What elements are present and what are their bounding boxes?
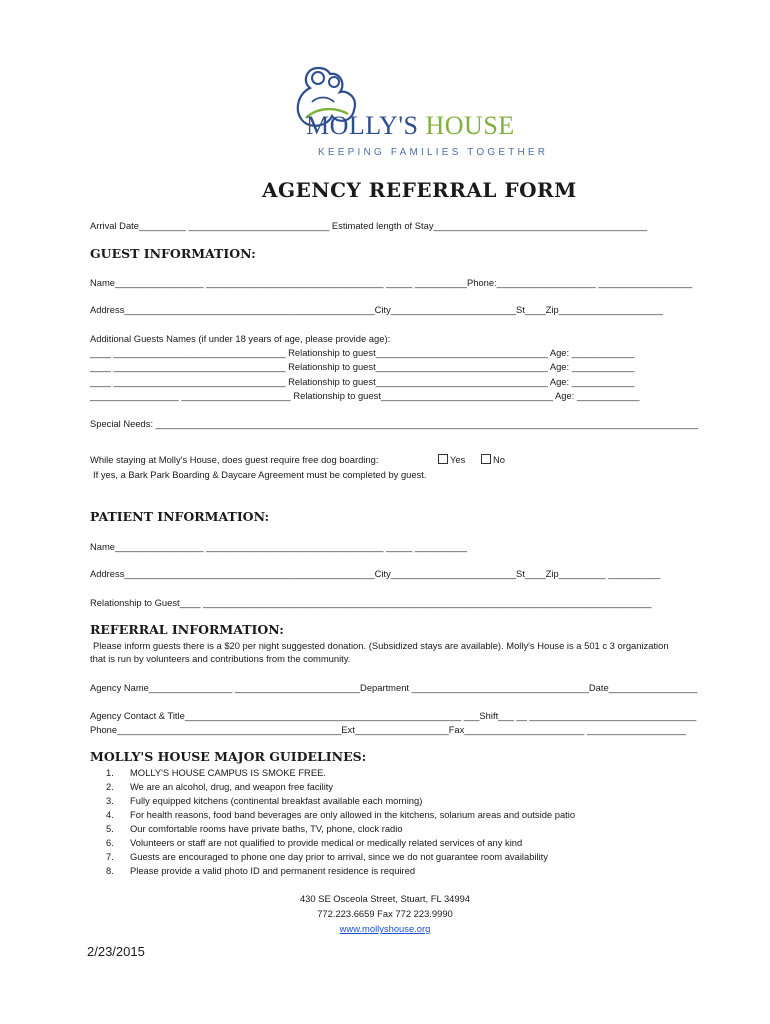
- logo: [288, 58, 549, 168]
- referral-heading: REFERRAL INFORMATION:: [90, 622, 284, 637]
- no-label: No: [493, 454, 505, 465]
- dog-yes-option[interactable]: [438, 454, 465, 466]
- guest-address-line[interactable]: Address________________________________________________City________________________St____Zip____________________: [90, 304, 663, 315]
- additional-guest-row[interactable]: ____ _________________________________ Relationship to guest_________________________________ Age: ____________: [90, 361, 635, 372]
- referral-text-line1: Please inform guests there is a $20 per night suggested donation. (Subsidized stays are available). Molly's House is a 501 c 3 organization: [93, 640, 669, 651]
- logo-name-part1: MOLLY'S: [306, 111, 419, 140]
- yes-label: Yes: [450, 454, 466, 465]
- document-date: 2/23/2015: [87, 944, 145, 959]
- form-title: AGENCY REFERRAL FORM: [262, 178, 577, 202]
- patient-name-line[interactable]: Name_________________ __________________________________ _____ __________: [90, 541, 467, 552]
- additional-guest-row[interactable]: ____ _________________________________ Relationship to guest_________________________________ Age: ____________: [90, 347, 635, 358]
- dog-boarding-note: If yes, a Bark Park Boarding & Daycare Agreement must be completed by guest.: [93, 469, 427, 480]
- footer-address: 430 SE Osceola Street, Stuart, FL 34994: [299, 893, 471, 904]
- agency-contact-line[interactable]: Agency Contact & Title_____________________________________________________ ___Shift___ __ ________________________________: [90, 710, 697, 721]
- special-needs-line[interactable]: Special Needs: ________________________________________________________________________________________________________: [90, 418, 698, 429]
- guidelines-heading: MOLLY'S HOUSE MAJOR GUIDELINES:: [90, 749, 367, 764]
- website-link[interactable]: www.mollyshouse.org: [339, 923, 431, 934]
- guest-name-line[interactable]: Name_________________ __________________________________ _____ __________Phone:___________________ __________________: [90, 277, 693, 288]
- additional-guest-row[interactable]: ____ _________________________________ Relationship to guest_________________________________ Age: ____________: [90, 376, 635, 387]
- logo-name-part2: HOUSE: [425, 111, 515, 140]
- agency-phone-line[interactable]: Phone___________________________________________Ext__________________Fax_______________________ ___________________: [90, 724, 686, 735]
- yes-checkbox[interactable]: [438, 454, 448, 464]
- additional-guests-label: Additional Guests Names (if under 18 years of age, please provide age):: [90, 333, 391, 344]
- footer-website-wrap: [0, 923, 770, 935]
- footer-phone-fax: 772.223.6659 Fax 772 223.9990: [317, 908, 453, 919]
- patient-address-line[interactable]: Address________________________________________________City________________________St____Zip_________ __________: [90, 568, 661, 579]
- patient-heading: PATIENT INFORMATION:: [90, 509, 270, 524]
- no-checkbox[interactable]: [481, 454, 491, 464]
- arrival-line[interactable]: Arrival Date_________ ___________________________ Estimated length of Stay_________________________________________: [90, 220, 648, 231]
- additional-guest-row[interactable]: _________________ _____________________ Relationship to guest_________________________________ Age: ____________: [90, 390, 640, 401]
- agency-name-line[interactable]: Agency Name________________ ________________________Department __________________________________Date_________________: [90, 682, 698, 693]
- referral-text-line2: that is run by volunteers and contributions from the community.: [90, 653, 351, 664]
- logo-tagline: KEEPING FAMILIES TOGETHER: [318, 147, 549, 158]
- dog-no-option[interactable]: [481, 454, 505, 466]
- guest-heading: GUEST INFORMATION:: [90, 246, 256, 261]
- dog-boarding-question: While staying at Molly's House, does guest require free dog boarding:: [90, 454, 379, 465]
- relationship-to-guest-line[interactable]: Relationship to Guest____ ______________________________________________________________________________________: [90, 597, 652, 608]
